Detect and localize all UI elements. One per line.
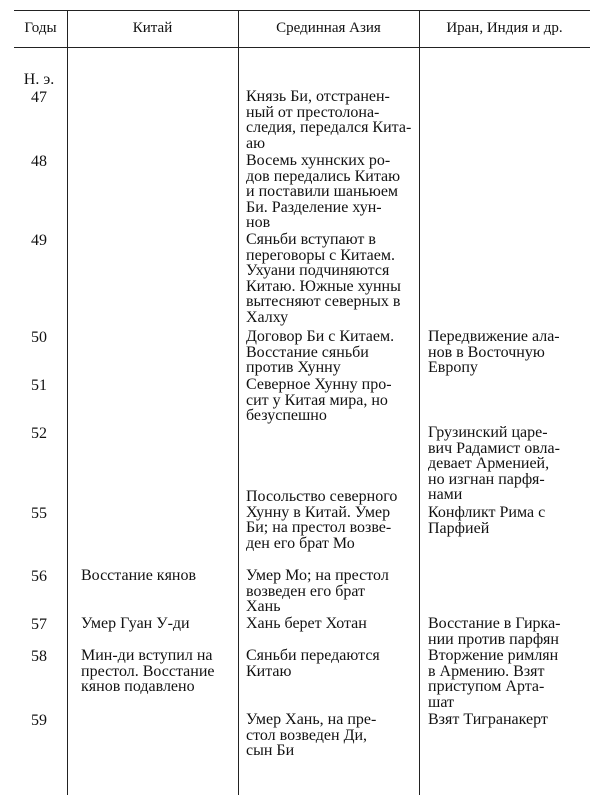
iran-india-cell: Вторжение римлян в Армению. Взят приступом Арта- шат <box>428 647 559 711</box>
iran-india-cell: Передвижение ала- нов в Восточную Европу <box>428 328 560 377</box>
china-cell: Восстание кянов <box>81 567 197 584</box>
header-china: Китай <box>132 20 173 36</box>
table-header-rule <box>14 47 590 48</box>
year-cell: 55 <box>31 505 47 522</box>
china-cell: Мин-ди вступил на престол. Восстание кянов подавлено <box>81 647 215 696</box>
header-iran-india: Иран, Индия и др. <box>446 20 563 36</box>
year-cell: 50 <box>31 329 47 346</box>
year-cell: 48 <box>31 153 47 170</box>
year-cell: 56 <box>31 568 47 585</box>
year-cell: 51 <box>31 377 47 394</box>
middle-asia-cell: Умер Мо; на престол возведен его брат Хань <box>246 567 389 616</box>
middle-asia-cell: Сяньби передаются Китаю <box>246 647 380 680</box>
middle-asia-cell: Умер Хань, на пре- стол возведен Ди, сын Би <box>246 711 377 760</box>
year-cell: 58 <box>31 648 47 665</box>
year-cell: 59 <box>31 712 47 729</box>
iran-india-cell: Взят Тигранакерт <box>428 711 548 728</box>
year-cell: 52 <box>31 425 47 442</box>
middle-asia-cell: Восемь хуннских ро- дов передались Китаю и поставили шаньюем Би. Разделение хун- нов <box>246 152 401 232</box>
header-years: Годы <box>24 20 57 36</box>
middle-asia-cell: Хань берет Хотан <box>246 615 367 632</box>
column-divider <box>238 10 239 795</box>
column-divider <box>419 10 420 795</box>
middle-asia-cell: Сяньби вступают в переговоры с Китаем. Ухуани подчиняются Китаю. Южные хунны вытесняют северных в Халху <box>246 231 401 326</box>
era-label: Н. э. <box>23 71 55 88</box>
middle-asia-cell: Северное Хунну про- сит у Китая мира, но безуспешно <box>246 376 392 425</box>
table-top-rule <box>14 10 590 11</box>
iran-india-cell: Восстание в Гирка- нии против парфян <box>428 615 561 648</box>
middle-asia-cell: Князь Би, отстранен- ный от престолона- следия, передался Кита- аю <box>246 88 412 152</box>
middle-asia-cell: Договор Би с Китаем. Восстание сяньби против Хунну <box>246 328 395 377</box>
middle-asia-cell: Посольство северного Хунну в Китай. Умер Би; на престол возве- ден его брат Мо <box>246 488 398 552</box>
chronology-table <box>14 10 590 795</box>
year-cell: 47 <box>31 89 47 106</box>
column-divider <box>67 10 68 795</box>
year-cell: 57 <box>31 616 47 633</box>
china-cell: Умер Гуан У-ди <box>81 615 190 632</box>
iran-india-cell: Грузинский царе- вич Радамист овла- девает Арменией, но изгнан парфя- нами <box>428 424 560 504</box>
iran-india-cell: Конфликт Рима с Парфией <box>428 504 546 537</box>
year-cell: 49 <box>31 232 47 249</box>
header-middle-asia: Срединная Азия <box>276 20 381 36</box>
